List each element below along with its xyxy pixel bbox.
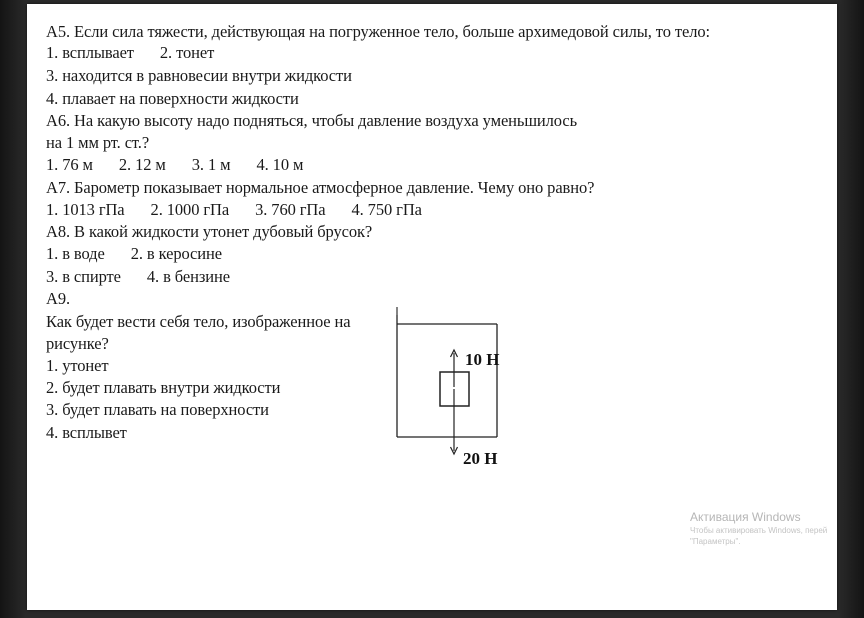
option-a8-2: 2. в керосине: [130, 244, 222, 263]
a9-figure-drawing: [395, 305, 525, 480]
question-a9-text-cont: рисунке?: [46, 334, 109, 353]
question-a7-options: [46, 200, 422, 220]
question-a8-text: А8. В какой жидкости утонет дубовый брусок?: [46, 222, 373, 241]
option-a9-4: 4. всплывет: [46, 423, 127, 442]
option-a8-3: 3. в спирте: [46, 267, 121, 286]
windows-activation-watermark: [690, 509, 827, 547]
option-a9-3: 3. будет плавать на поверхности: [46, 400, 269, 419]
question-a5-text: А5. Если сила тяжести, действующая на погруженное тело, больше архимедовой силы, то тело:: [46, 22, 710, 41]
question-a6-text: А6. На какую высоту надо подняться, чтобы давление воздуха уменьшилось: [46, 111, 578, 130]
question-a6-options: [46, 155, 303, 175]
option-a6-2: 2. 12 м: [118, 155, 166, 174]
watermark-line2: "Параметры".: [690, 537, 741, 546]
option-a5-3: 3. находится в равновесии внутри жидкости: [46, 66, 352, 85]
question-a9-text: Как будет вести себя тело, изображенное на: [46, 312, 351, 331]
option-a6-1: 1. 76 м: [46, 155, 93, 174]
watermark-title: Активация Windows: [690, 510, 801, 524]
option-a5-4: 4. плавает на поверхности жидкости: [46, 89, 299, 108]
option-a6-3: 3. 1 м: [191, 155, 231, 174]
option-a7-2: 2. 1000 гПа: [150, 200, 230, 219]
question-a8-options-row2: [46, 267, 230, 287]
question-a9-label: А9.: [46, 289, 70, 308]
option-a9-2: 2. будет плавать внутри жидкости: [46, 378, 281, 397]
option-a7-3: 3. 760 гПа: [255, 200, 326, 219]
gravity-force-label: 20 Н: [463, 449, 498, 468]
question-a5-options-row1: [46, 43, 214, 63]
option-a8-4: 4. в бензине: [146, 267, 230, 286]
option-a9-1: 1. утонет: [46, 356, 109, 375]
option-a6-4: 4. 10 м: [256, 155, 304, 174]
option-a5-2: 2. тонет: [159, 43, 215, 62]
option-a7-1: 1. 1013 гПа: [46, 200, 125, 219]
watermark-line1: Чтобы активировать Windows, перей: [690, 526, 828, 535]
a9-figure: [395, 305, 525, 485]
question-a8-options-row1: [46, 244, 222, 264]
option-a7-4: 4. 750 гПа: [351, 200, 422, 219]
question-a6-text-cont: на 1 мм рт. ст.?: [46, 133, 150, 152]
option-a5-1: 1. всплывает: [46, 43, 134, 62]
buoyant-force-label: 10 Н: [465, 350, 500, 369]
option-a8-1: 1. в воде: [46, 244, 105, 263]
question-a7-text: А7. Барометр показывает нормальное атмосферное давление. Чему оно равно?: [46, 178, 595, 197]
